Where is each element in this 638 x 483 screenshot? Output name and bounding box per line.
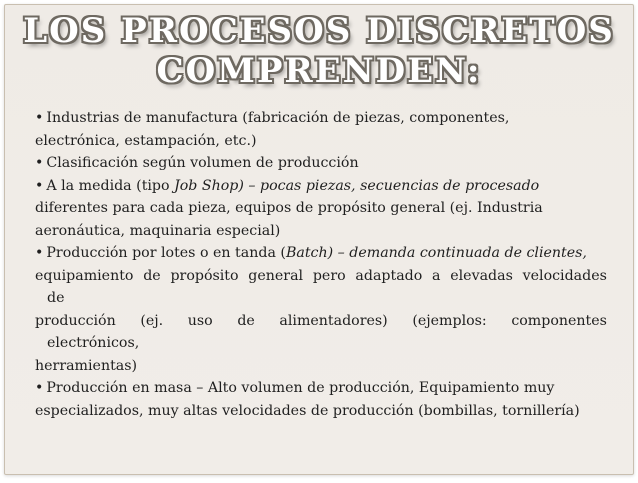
slide-body — [35, 107, 607, 422]
bullet-4-text-a: Producción por lotes o en tanda ( — [46, 245, 286, 261]
bullet-5-text: Producción en masa – Alto volumen de producción, Equipamiento muy — [46, 380, 555, 396]
justified-word: pero — [312, 267, 346, 284]
justified-word: elevadas — [450, 267, 513, 284]
justified-word: equipamiento — [35, 267, 134, 284]
slide-title — [5, 11, 633, 91]
justified-word: uso — [187, 312, 213, 329]
bullet-3-line-2: diferentes para cada pieza, equipos de propósito general (ej. Industria — [35, 200, 543, 216]
bullet-marker: • — [35, 380, 44, 396]
slide — [4, 4, 634, 475]
justified-word: producción — [35, 312, 116, 329]
bullet-marker: • — [35, 155, 44, 171]
justified-word: propósito — [170, 267, 239, 284]
bullet-1-line-1 — [35, 107, 607, 130]
bullet-5-line-1 — [35, 377, 607, 400]
justified-word: (ej. — [140, 312, 164, 329]
bullet-2-text: Clasificación según volumen de producción — [46, 155, 359, 171]
bullet-1-line-2: electrónica, estampación, etc.) — [35, 132, 257, 149]
bullet-5-line-2: especializados, muy altas velocidades de producción (bombillas, tornillería) — [35, 402, 580, 419]
bullet-marker: • — [35, 245, 44, 261]
justified-word: general — [248, 267, 304, 284]
justified-word: alimentadores) — [279, 312, 388, 329]
slide-title-line-2: COMPRENDEN: — [156, 51, 482, 91]
justified-word: de — [143, 267, 161, 284]
bullet-2-line-1 — [35, 152, 607, 175]
justified-word: a — [432, 267, 441, 284]
bullet-marker: • — [35, 177, 44, 194]
bullet-marker: • — [35, 110, 44, 126]
justified-word: componentes — [511, 312, 607, 329]
bullet-4-line-2 — [35, 265, 607, 288]
bullet-4-text-b: Batch) – demanda continuada de clientes, — [285, 245, 587, 261]
bullet-4-line-1 — [35, 242, 607, 265]
bullet-1-text: Industrias de manufactura (fabricación de piezas, componentes, — [46, 110, 510, 126]
bullet-3-text-a: A la medida (tipo — [46, 177, 175, 194]
justified-word: adaptado — [355, 267, 423, 284]
bullet-3-line-1 — [35, 175, 607, 198]
justified-word: velocidades — [522, 267, 607, 284]
justified-word: (ejemplos: — [412, 312, 487, 329]
bullet-3-text-b: Job Shop) – pocas piezas, secuencias de procesado — [174, 177, 540, 194]
bullet-4-line-5: electrónicos, — [47, 335, 140, 351]
slide-title-line-1: LOS PROCESOS DISCRETOS — [23, 11, 615, 51]
justified-word: de — [237, 312, 255, 329]
bullet-4-line-6: herramientas) — [35, 357, 138, 374]
bullet-4-line-4 — [35, 310, 607, 333]
bullet-3-line-3: aeronáutica, maquinaria especial) — [35, 222, 281, 239]
bullet-4-line-3: de — [47, 290, 65, 306]
